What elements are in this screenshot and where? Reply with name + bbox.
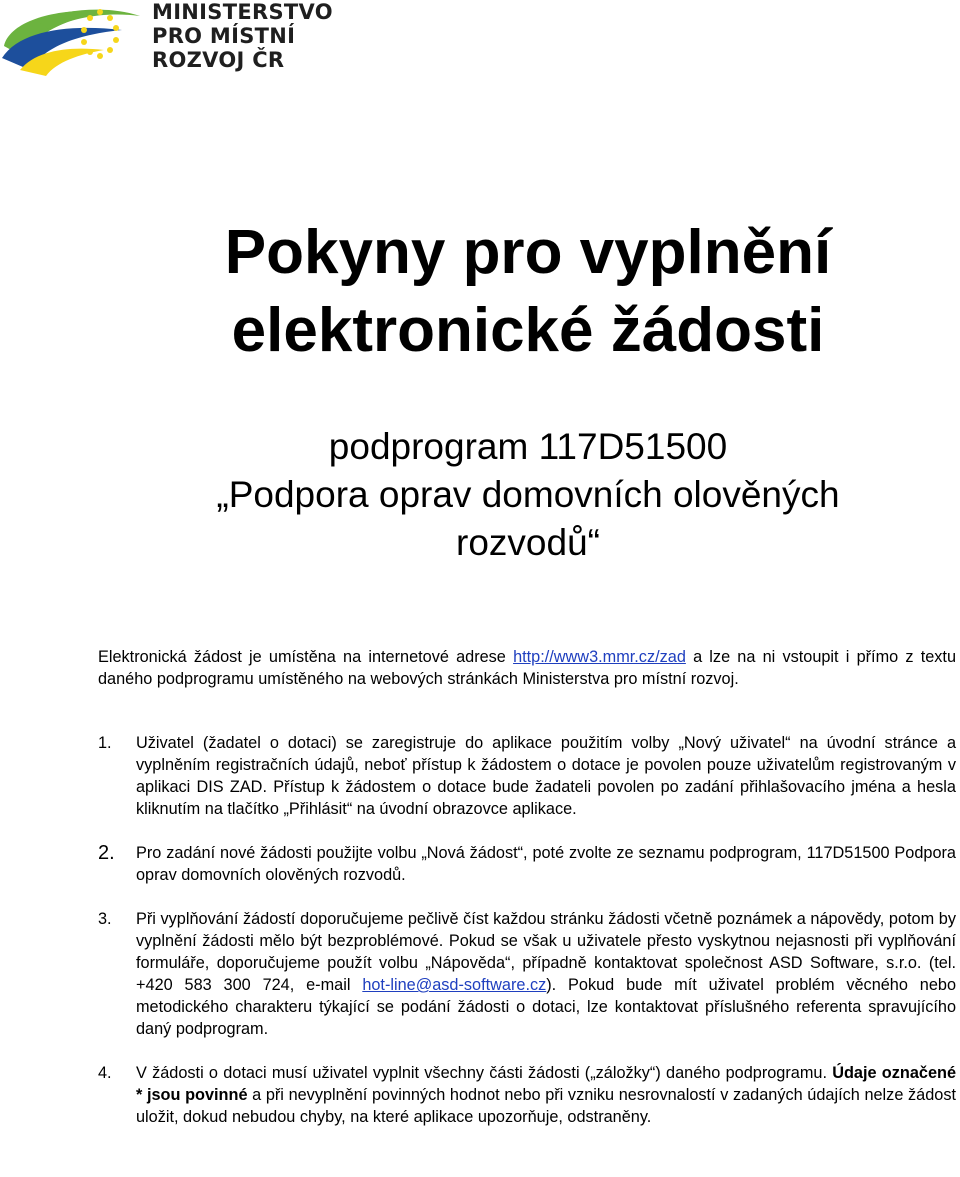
list-item	[98, 842, 956, 886]
item-text: Při vyplňování žádostí doporučujeme pečlivě číst každou stránku žádosti včetně poznámek a nápovědy, potom by vyplnění žádosti mělo být bezproblémové. Pokud se však u uživatele přesto vyskytnou nejasnosti při vyplňování formuláře, doporučujeme použít volbu „Nápověda“, případně kontaktovat společnost ASD Software, s.r.o. (tel. +420 583 300 724, e-mail	[136, 910, 956, 994]
ministry-logo-text	[152, 0, 333, 72]
hotline-email-link[interactable]: hot-line@asd-software.cz	[362, 976, 547, 994]
item-number: 3.	[98, 910, 112, 928]
instructions-list	[98, 732, 956, 1150]
document-title	[0, 214, 960, 370]
intro-paragraph	[98, 646, 956, 690]
subtitle-line: podprogram 117D51500	[328, 426, 728, 467]
item-text: a při nevyplnění povinných hodnot nebo při vzniku nesrovnalostí v zadaných údajích nelze žádost uložit, dokud nebudou chyby, na které aplikace upozorňuje, odstraněny.	[136, 1086, 956, 1126]
ministry-emblem-icon	[0, 0, 150, 80]
list-item	[98, 732, 956, 820]
logo-line: PRO MÍSTNÍ	[152, 24, 296, 48]
item-number: 1.	[98, 734, 112, 752]
intro-text: Elektronická žádost je umístěna na internetové adrese	[98, 648, 514, 666]
list-item	[98, 908, 956, 1040]
application-link[interactable]: http://www3.mmr.cz/zad	[513, 648, 686, 666]
title-line: Pokyny pro vyplnění	[224, 218, 832, 287]
subtitle-line: rozvodů“	[456, 522, 600, 563]
item-text: Uživatel (žadatel o dotaci) se zaregistruje do aplikace použitím volby „Nový uživatel“ na úvodní stránce a vyplněním registračních údajů, neboť přístup k žádostem o dotace je povolen pouze uživatelům registrovaným v aplikaci DIS ZAD. Přístup k žádostem o dotace bude žadateli povolen po zadání přihlašovacího jména a hesla kliknutím na tlačítko „Přihlásit“ na úvodní obrazovce aplikace.	[136, 734, 956, 818]
list-item	[98, 1062, 956, 1128]
item-number: 4.	[98, 1064, 112, 1082]
ministry-logo	[0, 0, 340, 80]
logo-line: ROZVOJ ČR	[152, 48, 285, 72]
required-fields-note: Údaje označené * jsou povinné	[136, 1064, 956, 1104]
item-text: V žádosti o dotaci musí uživatel vyplnit všechny části žádosti („záložky“) daného podprogramu.	[136, 1064, 833, 1082]
logo-line: MINISTERSTVO	[152, 0, 333, 24]
item-number: 2.	[98, 842, 115, 864]
intro-text: a lze na ni vstoupit i přímo z textu daného podprogramu umístěného na webových stránkách Ministerstva pro místní rozvoj.	[98, 648, 956, 688]
item-text: ). Pokud bude mít uživatel problém věcného nebo metodického charakteru týkající se podání žádosti o dotaci, lze kontaktovat příslušného referenta spravujícího daný podprogram.	[136, 976, 956, 1038]
title-line: elektronické žádosti	[231, 296, 825, 365]
item-text: Pro zadání nové žádosti použijte volbu „Nová žádost“, poté zvolte ze seznamu podprogram, 117D51500 Podpora oprav domovních olověných rozvodů.	[136, 844, 956, 884]
subtitle-line: „Podpora oprav domovních olověných	[216, 474, 840, 515]
document-subtitle	[0, 423, 960, 567]
